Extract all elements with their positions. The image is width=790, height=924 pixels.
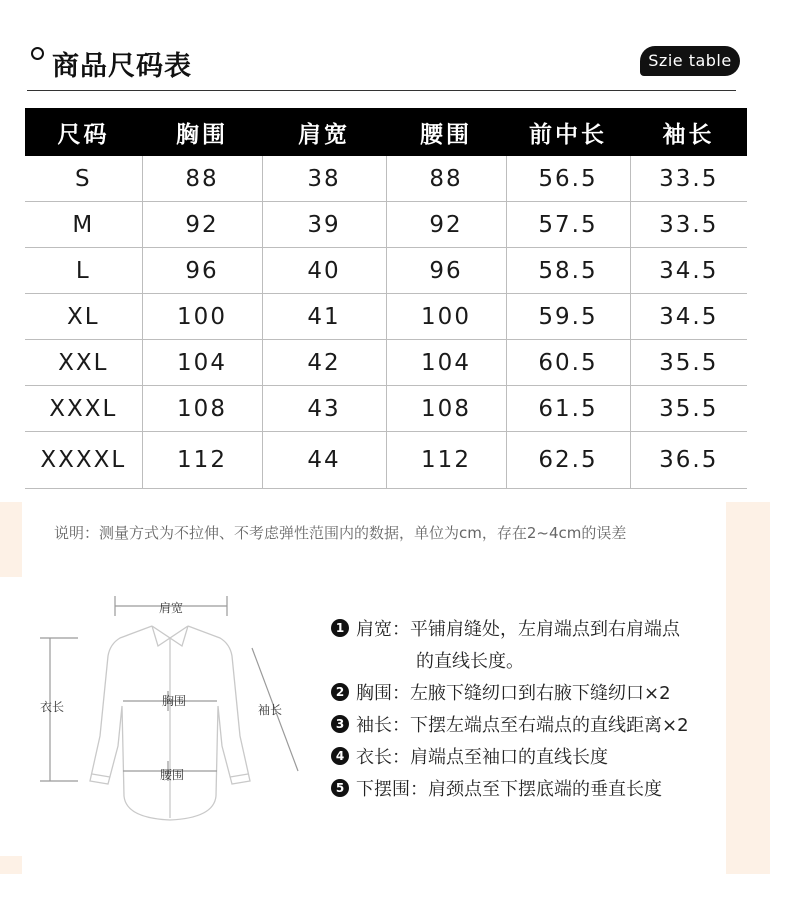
decor-strip-left-lower [0, 856, 22, 874]
value-cell: 62.5 [506, 432, 630, 489]
value-cell: 61.5 [506, 386, 630, 432]
size-cell: XXL [25, 340, 142, 386]
measurement-text: 肩宽：平铺肩缝处，左肩端点到右肩端点 [356, 619, 680, 640]
label-length: 衣长 [39, 700, 65, 714]
value-cell: 34.5 [630, 294, 747, 340]
label-sleeve: 袖长 [257, 703, 283, 717]
value-cell: 60.5 [506, 340, 630, 386]
measurement-text: 下摆围：肩颈点至下摆底端的垂直长度 [356, 779, 662, 800]
value-cell: 57.5 [506, 202, 630, 248]
value-cell: 104 [142, 340, 262, 386]
measurement-text: 袖长：下摆左端点至右端点的直线距离×2 [356, 715, 689, 736]
page-title: 商品尺码表 [52, 51, 192, 82]
column-header: 袖长 [630, 108, 747, 156]
value-cell: 108 [142, 386, 262, 432]
measurement-item [331, 676, 689, 708]
value-cell: 41 [262, 294, 386, 340]
number-badge-icon: 3 [331, 715, 349, 733]
size-cell: XXXXL [25, 432, 142, 489]
title-divider [27, 90, 736, 91]
number-badge-icon: 1 [331, 619, 349, 637]
size-table [25, 108, 747, 489]
value-cell: 43 [262, 386, 386, 432]
size-table-header [25, 108, 747, 156]
decor-strip-right [726, 502, 770, 874]
value-cell: 100 [142, 294, 262, 340]
measurement-item [331, 612, 689, 644]
measurement-note: 说明：测量方式为不拉伸、不考虑弹性范围内的数据，单位为cm，存在2~4cm的误差 [54, 524, 627, 542]
value-cell: 100 [386, 294, 506, 340]
value-cell: 92 [142, 202, 262, 248]
value-cell: 96 [386, 248, 506, 294]
value-cell: 35.5 [630, 340, 747, 386]
value-cell: 44 [262, 432, 386, 489]
column-header: 前中长 [506, 108, 630, 156]
column-header: 尺码 [25, 108, 142, 156]
value-cell: 33.5 [630, 202, 747, 248]
value-cell: 96 [142, 248, 262, 294]
measurement-text: 胸围：左腋下缝纫口到右腋下缝纫口×2 [356, 683, 671, 704]
value-cell: 108 [386, 386, 506, 432]
table-row [25, 386, 747, 432]
value-cell: 34.5 [630, 248, 747, 294]
value-cell: 39 [262, 202, 386, 248]
value-cell: 59.5 [506, 294, 630, 340]
title-bullet-icon [31, 47, 44, 60]
label-shoulder: 肩宽 [158, 601, 184, 615]
size-cell: XXXL [25, 386, 142, 432]
size-cell: XL [25, 294, 142, 340]
value-cell: 56.5 [506, 156, 630, 202]
number-badge-icon: 5 [331, 779, 349, 797]
measurement-guide [331, 612, 689, 804]
size-cell: M [25, 202, 142, 248]
value-cell: 104 [386, 340, 506, 386]
label-waist: 腰围 [159, 768, 185, 782]
table-row [25, 202, 747, 248]
column-header: 胸围 [142, 108, 262, 156]
value-cell: 92 [386, 202, 506, 248]
value-cell: 38 [262, 156, 386, 202]
column-header: 腰围 [386, 108, 506, 156]
value-cell: 88 [142, 156, 262, 202]
value-cell: 42 [262, 340, 386, 386]
value-cell: 33.5 [630, 156, 747, 202]
table-row [25, 294, 747, 340]
table-row [25, 156, 747, 202]
measurement-text: 衣长：肩端点至袖口的直线长度 [356, 747, 608, 768]
number-badge-icon: 4 [331, 747, 349, 765]
column-header: 肩宽 [262, 108, 386, 156]
value-cell: 88 [386, 156, 506, 202]
table-row [25, 432, 747, 489]
value-cell: 58.5 [506, 248, 630, 294]
shirt-diagram [30, 586, 320, 836]
decor-strip-left [0, 502, 22, 577]
size-table-badge: Szie table [640, 46, 740, 76]
measurement-text-continued: 的直线长度。 [416, 651, 524, 672]
value-cell: 40 [262, 248, 386, 294]
table-row [25, 340, 747, 386]
value-cell: 36.5 [630, 432, 747, 489]
measurement-item [331, 740, 689, 772]
value-cell: 112 [142, 432, 262, 489]
value-cell: 35.5 [630, 386, 747, 432]
value-cell: 112 [386, 432, 506, 489]
table-row [25, 248, 747, 294]
size-cell: S [25, 156, 142, 202]
size-cell: L [25, 248, 142, 294]
measurement-item [331, 772, 689, 804]
measurement-item [331, 708, 689, 740]
label-chest: 胸围 [161, 694, 187, 708]
number-badge-icon: 2 [331, 683, 349, 701]
